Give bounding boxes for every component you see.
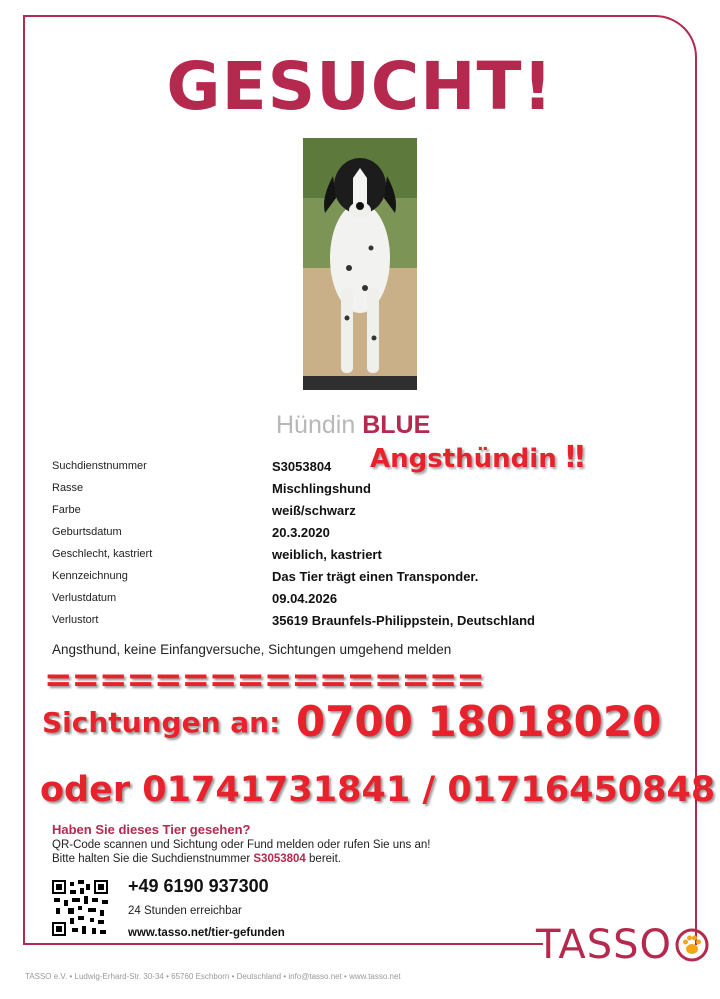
brand-name: TASSO: [536, 922, 672, 968]
detail-label: Suchdienstnummer: [52, 460, 147, 472]
contact-phone[interactable]: +49 6190 937300: [128, 876, 269, 896]
detail-label: Verlustort: [52, 614, 99, 626]
seen-line-2-post: bereit.: [309, 853, 341, 865]
sightings-label: Sichtungen an:: [42, 706, 281, 739]
details-table: [52, 455, 692, 631]
detail-row: [52, 543, 692, 565]
detail-value: 20.3.2020: [272, 524, 330, 540]
footer-address: TASSO e.V. • Ludwig-Erhard-Str. 30-34 • 65760 Eschborn • Deutschland • info@tasso.net • www.tasso.net: [25, 972, 401, 981]
detail-row: [52, 521, 692, 543]
seen-line-2: [52, 852, 430, 866]
separator-line: ================: [44, 660, 484, 700]
contact-url-link[interactable]: www.tasso.net/tier-gefunden: [128, 927, 285, 939]
detail-value: 35619 Braunfels-Philippstein, Deutschland: [272, 612, 535, 628]
seen-line-2-pre: Bitte halten Sie die Suchdienstnummer: [52, 853, 251, 865]
detail-row: [52, 565, 692, 587]
poster-frame-bottom: [23, 943, 543, 945]
sightings-number: 0700 18018020: [296, 697, 662, 746]
detail-value: Mischlingshund: [272, 480, 371, 496]
detail-label: Kennzeichnung: [52, 570, 128, 582]
seen-instructions: [52, 838, 430, 866]
detail-row: [52, 609, 692, 631]
detail-value: S3053804: [272, 458, 332, 474]
paw-icon: [674, 927, 710, 963]
detail-label: Geschlecht, kastriert: [52, 548, 153, 560]
detail-row: [52, 499, 692, 521]
warning-text: Angsthündin: [370, 444, 557, 474]
poster-title: GESUCHT!: [166, 48, 554, 125]
qr-code-icon[interactable]: [52, 880, 108, 936]
search-number: S3053804: [253, 853, 306, 865]
warning-marks: ‼: [565, 440, 585, 475]
detail-label: Verlustdatum: [52, 592, 117, 604]
alternative-numbers: oder 01741731841 / 01716450848: [40, 770, 716, 810]
seen-line-1: QR-Code scannen und Sichtung oder Fund melden oder rufen Sie uns an!: [52, 839, 431, 851]
detail-row: [52, 455, 692, 477]
dog-photo: [303, 138, 417, 390]
tasso-logo: [536, 922, 710, 968]
animal-name-line: [276, 411, 430, 440]
poster-frame-left: [23, 15, 25, 945]
detail-label: Farbe: [52, 504, 81, 516]
seen-question: Haben Sie dieses Tier gesehen?: [52, 822, 251, 837]
detail-value: Das Tier trägt einen Transponder.: [272, 568, 479, 584]
contact-hours: 24 Stunden erreichbar: [128, 905, 242, 917]
detail-value: 09.04.2026: [272, 590, 338, 606]
animal-type: Hündin: [276, 411, 356, 439]
detail-row: [52, 587, 692, 609]
behavior-note: Angsthund, keine Einfangversuche, Sichtungen umgehend melden: [52, 642, 452, 657]
animal-name: BLUE: [362, 411, 431, 439]
detail-value: weiß/schwarz: [272, 502, 356, 518]
detail-label: Geburtsdatum: [52, 526, 122, 538]
detail-value: weiblich, kastriert: [272, 546, 382, 562]
detail-label: Rasse: [52, 482, 84, 494]
detail-row: [52, 477, 692, 499]
